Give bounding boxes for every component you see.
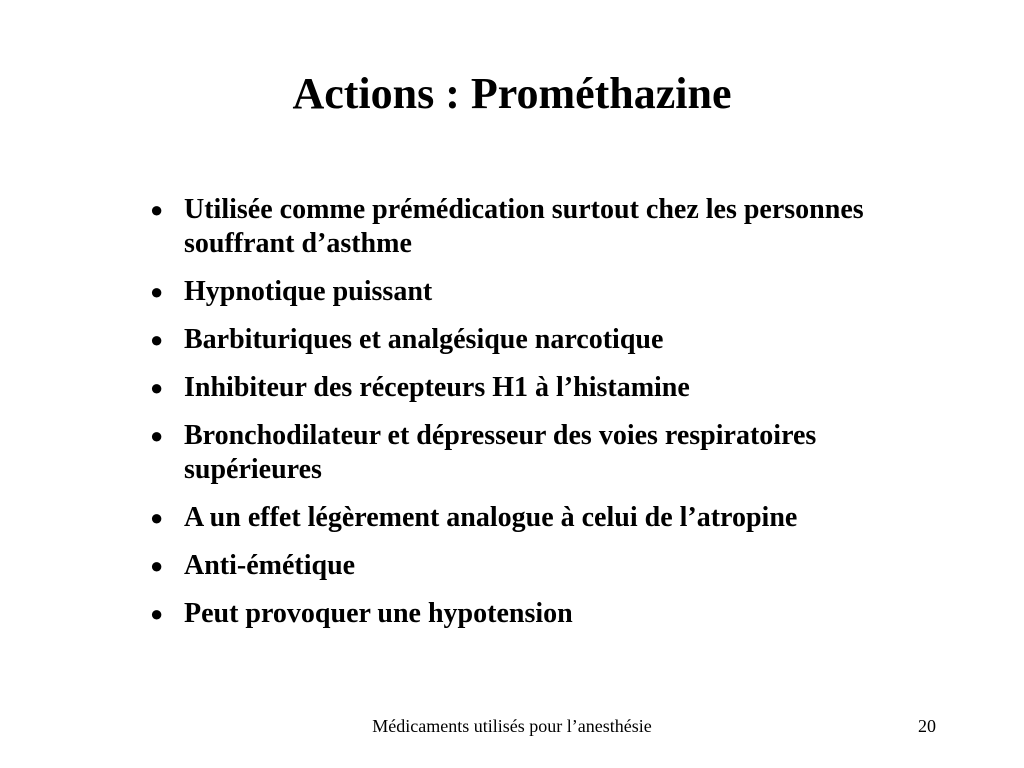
bullet-list <box>145 193 865 645</box>
bullet-text: Hypnotique puissant <box>184 276 433 307</box>
slide-title: Actions : Prométhazine <box>292 69 732 118</box>
bullet-icon: ● <box>150 375 164 400</box>
bullet-text: Anti-émétique <box>184 550 356 581</box>
list-item <box>145 193 865 261</box>
bullet-text: Utilisée comme prémédication surtout chez les personnes souffrant d’asthme <box>184 194 864 259</box>
list-item <box>145 419 865 487</box>
footer-text: Médicaments utilisés pour l’anesthésie <box>372 716 652 736</box>
bullet-text: Peut provoquer une hypotension <box>184 598 573 629</box>
bullet-icon: ● <box>150 601 164 626</box>
bullet-icon: ● <box>150 423 164 448</box>
list-item <box>145 549 865 583</box>
bullet-text: Bronchodilateur et dépresseur des voies respiratoires supérieures <box>184 420 817 485</box>
list-item <box>145 275 865 309</box>
bullet-icon: ● <box>150 505 164 530</box>
bullet-text: Inhibiteur des récepteurs H1 à l’histamine <box>184 372 690 403</box>
page-number: 20 <box>918 716 936 736</box>
bullet-icon: ● <box>150 327 164 352</box>
bullet-icon: ● <box>150 279 164 304</box>
list-item <box>145 323 865 357</box>
bullet-text: Barbituriques et analgésique narcotique <box>184 324 664 355</box>
bullet-text: A un effet légèrement analogue à celui de l’atropine <box>184 502 798 533</box>
list-item <box>145 371 865 405</box>
bullet-icon: ● <box>150 553 164 578</box>
list-item <box>145 501 865 535</box>
list-item <box>145 597 865 631</box>
bullet-icon: ● <box>150 197 164 222</box>
